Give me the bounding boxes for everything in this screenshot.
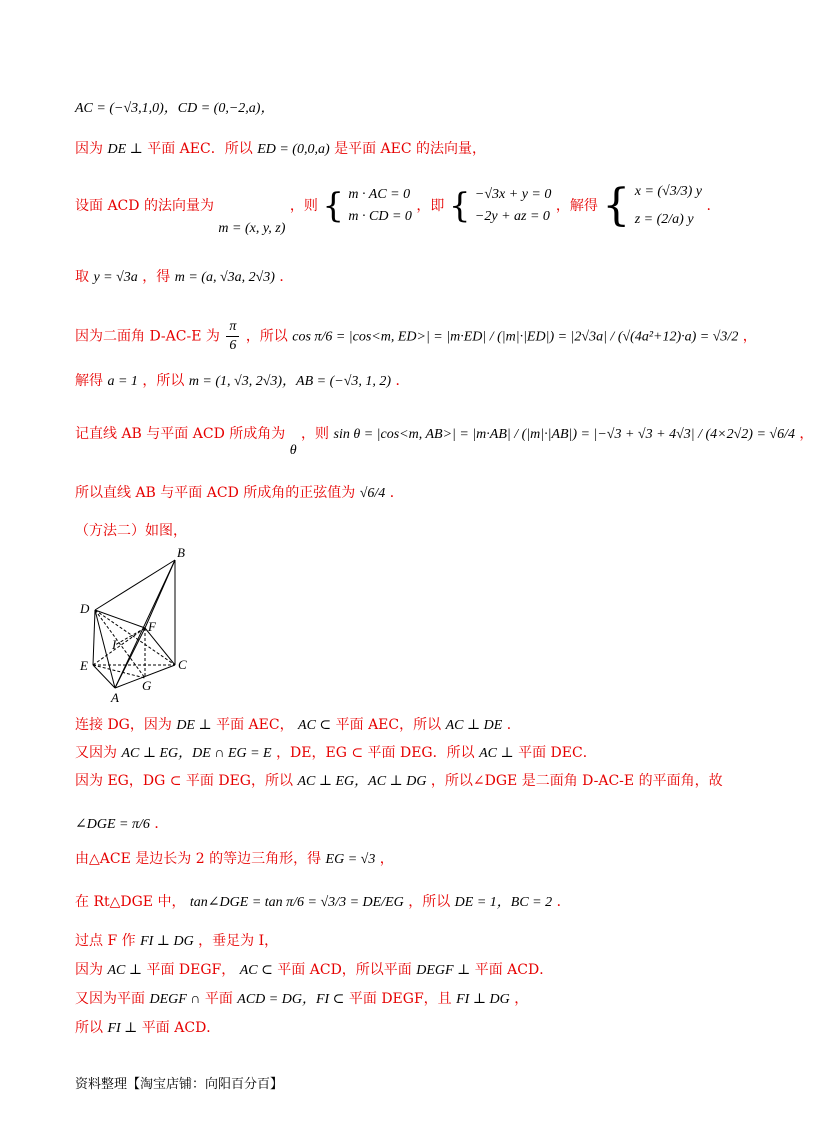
text-red: 过点 F 作 bbox=[75, 933, 136, 949]
text-red: ，则 bbox=[289, 198, 318, 214]
text-red: 因为 bbox=[75, 141, 103, 157]
plane-perpendicular-line bbox=[75, 961, 553, 980]
label-d: D bbox=[80, 601, 90, 616]
math-expr: AC ⊥ EG，DE ∩ EG = E bbox=[121, 746, 272, 761]
math-expr: DE ⊥ bbox=[107, 142, 143, 157]
label-g: G bbox=[142, 678, 152, 693]
connect-dg-line: 连接 DG，因为 DE ⊥ 平面 AEC， AC ⊂ 平面 AEC，所以 AC ⊥ DE ． bbox=[75, 717, 521, 733]
math-expr: FI ⊥ DG bbox=[456, 992, 510, 1007]
text-red: 又因为平面 bbox=[75, 991, 145, 1007]
normal-vector-aec-line bbox=[75, 140, 486, 159]
math-expr: cos π/6 = |cos<m, ED>| = |m·ED| / (|m|·|ED|) = |2√3a| / (√(4a²+12)·a) = √3/2 bbox=[292, 329, 739, 345]
text-red: ，垂足为 I， bbox=[198, 933, 279, 949]
math-expr: AC ⊂ bbox=[298, 718, 332, 733]
text-red: ，所以 bbox=[408, 894, 451, 910]
right-triangle-line: 在 Rt△DGE 中， tan∠DGE = tan π/6 = √3/3 = DE/EG ，所以 DE = 1，BC = 2 ． bbox=[75, 894, 571, 910]
text-red: ，即 bbox=[416, 198, 445, 214]
math-expr: a = 1 bbox=[107, 374, 138, 389]
label-c: C bbox=[178, 657, 187, 672]
intersection-line: 又因为平面 DEGF ∩ 平面 ACD = DG，FI ⊂ 平面 DEGF，且 FI ⊥ DG ， bbox=[75, 991, 529, 1007]
text-red: 平面 ACD． bbox=[474, 962, 554, 978]
text-red: ，所以 bbox=[142, 373, 185, 389]
text-red: 因为二面角 D-AC-E 为 bbox=[75, 328, 220, 345]
geometry-figure bbox=[70, 545, 190, 709]
text-red: ，得 bbox=[142, 269, 171, 285]
text-red: ，所以∠DGE 是二面角 D-AC-E 的平面角，故 bbox=[430, 773, 723, 789]
dihedral-angle-line: 因为二面角 D-AC-E 为 $\frac{\pi}{6}$ ，所以 cos π/6 = |cos<m, ED>| = |m·ED| / (|m|·|ED|) = |2√3a| / (√(4a²+12)·a) = √3/2 ， bbox=[75, 319, 757, 353]
math-expr: tan∠DGE = tan π/6 = √3/3 = DE/EG bbox=[189, 895, 404, 910]
math-expr: ED = (0,0,a) bbox=[257, 142, 330, 157]
math-expr: DEGF ∩ bbox=[149, 992, 201, 1007]
math-expr: ACD = DG，FI ⊂ bbox=[237, 992, 345, 1007]
text-red: 所以直线 AB 与平面 ACD 所成角的正弦值为 bbox=[75, 485, 356, 501]
text-red: 平面 ACD，所以平面 bbox=[277, 962, 412, 978]
conclusion-line bbox=[75, 1019, 220, 1038]
label-b: B bbox=[177, 545, 185, 560]
label-f: F bbox=[148, 619, 156, 634]
text-red: 平面 DEGF， bbox=[146, 962, 236, 978]
text-red: 是平面 AEC 的法向量， bbox=[334, 141, 487, 157]
math-expr: FI ⊥ bbox=[107, 1021, 138, 1036]
text-red: 所以 bbox=[75, 1020, 103, 1036]
math-expr: sin θ = |cos<m, AB>| = |m·AB| / (|m|·|AB|) = |−√3 + √3 + 4√3| / (4×2√2) = √6/4 bbox=[333, 427, 795, 442]
text-red: 由△ACE 是边长为 2 的等边三角形，得 bbox=[75, 851, 322, 867]
math-expr: θ bbox=[289, 443, 297, 458]
math-expr: y = √3a bbox=[93, 270, 138, 285]
math-expr: AC ⊥ bbox=[107, 963, 143, 978]
choose-y-line: 取 y = √3a ，得 m = (a, √3a, 2√3) ． bbox=[75, 269, 294, 285]
sine-result-line: 所以直线 AB 与平面 ACD 所成角的正弦值为 √6/4 ． bbox=[75, 485, 404, 501]
text-red: 平面 AEC．所以 bbox=[147, 141, 253, 157]
text-red: 平面 AEC，所以 bbox=[335, 717, 442, 733]
math-expr: √6/4 bbox=[359, 486, 386, 501]
solution-system: x = (√3/3) y z = (2/a) y bbox=[634, 184, 703, 227]
left-brace-icon: { bbox=[448, 186, 471, 226]
math-expr: DE ⊥ bbox=[176, 718, 212, 733]
text-red: 因为 EG，DG ⊂ 平面 DEG，所以 bbox=[75, 773, 293, 789]
equation-system: −√3x + y = 0 −2y + az = 0 bbox=[474, 187, 552, 224]
line-plane-angle-line: 记直线 AB 与平面 ACD 所成角为 θ ，则 sin θ = |cos<m, AB>| = |m·AB| / (|m|·|AB|) = |−√3 + √3 + 4√3| / (4×2√2) = √6/4 ， bbox=[75, 426, 813, 458]
text-red: 又因为 bbox=[75, 745, 117, 761]
math-expr: m = (a, √3a, 2√3) bbox=[174, 270, 275, 285]
text-red: 设面 ACD 的法向量为 bbox=[75, 198, 214, 214]
normal-vector-acd-line: 设面 ACD 的法向量为 m = (x, y, z) ，则 { m · AC = 0 m · CD = 0 ，即 { −√3x + y = 0 −2y + az = 0 ，解得 { x = (√3/3) y z = (2/a) y . bbox=[75, 180, 711, 236]
math-expr: AC ⊥ EG，AC ⊥ DG bbox=[297, 774, 427, 789]
text-red: 取 bbox=[75, 269, 89, 285]
left-brace-icon: { bbox=[322, 186, 344, 226]
prism-diagram bbox=[70, 545, 190, 705]
math-expr: DEGF ⊥ bbox=[416, 963, 471, 978]
label-a: A bbox=[111, 690, 119, 705]
text-red: 因为 bbox=[75, 962, 103, 978]
text-red: 在 Rt△DGE 中， bbox=[75, 894, 186, 910]
method-two-heading: （方法二）如图， bbox=[75, 523, 187, 539]
perpendicular-plane-line bbox=[75, 744, 597, 763]
text-red: ，所以 bbox=[245, 328, 288, 345]
text-red: 解得 bbox=[75, 373, 103, 389]
label-i: I bbox=[112, 637, 117, 652]
text-red: ，DE，EG ⊂ 平面 DEG．所以 bbox=[276, 745, 475, 761]
text-red: 平面 DEGF，且 bbox=[348, 991, 452, 1007]
equation-system: m · AC = 0 m · CD = 0 bbox=[348, 187, 412, 224]
math-expr: EG = √3 bbox=[325, 852, 376, 867]
solve-a-line: 解得 a = 1 ，所以 m = (1, √3, 2√3)，AB = (−√3, 1, 2) ． bbox=[75, 373, 410, 389]
plane-angle-line bbox=[75, 772, 723, 791]
math-expr: ∠DGE = π/6 bbox=[75, 817, 150, 832]
fraction: $\frac{\pi}{6}$ bbox=[226, 318, 239, 355]
math-expr: AC ⊥ DE bbox=[445, 718, 503, 733]
text-red: 平面 DEC． bbox=[518, 745, 597, 761]
math-expr: AC ⊂ bbox=[239, 963, 273, 978]
text-red: ，则 bbox=[301, 426, 330, 442]
math-expr: m = (1, √3, 2√3)，AB = (−√3, 1, 2) bbox=[188, 374, 392, 389]
label-e: E bbox=[80, 658, 88, 673]
math-expr: AC ⊥ bbox=[479, 746, 514, 761]
text-red: 平面 AEC， bbox=[216, 717, 294, 733]
text-red: 连接 DG，因为 bbox=[75, 717, 172, 733]
vector-ac-cd-line: AC = (−√3,1,0)，CD = (0,−2,a)， bbox=[75, 101, 275, 116]
math-expr: FI ⊥ DG bbox=[140, 934, 194, 949]
foot-of-perpendicular-line bbox=[75, 932, 278, 951]
equilateral-triangle-line: 由△ACE 是边长为 2 的等边三角形，得 EG = √3 ， bbox=[75, 851, 394, 867]
text-red: 平面 bbox=[204, 991, 233, 1007]
text-red: ，解得 bbox=[555, 198, 598, 214]
left-brace-icon: { bbox=[602, 180, 631, 231]
angle-dge-line: ∠DGE = π/6 ． bbox=[75, 816, 169, 832]
text-red: 平面 ACD． bbox=[141, 1020, 221, 1036]
math-expr: DE = 1，BC = 2 bbox=[454, 895, 553, 910]
page-footer: 资料整理【淘宝店铺：向阳百分百】 bbox=[75, 1077, 284, 1092]
math-expr: m = (x, y, z) bbox=[218, 221, 286, 236]
text-red: 记直线 AB 与平面 ACD 所成角为 bbox=[75, 426, 286, 442]
